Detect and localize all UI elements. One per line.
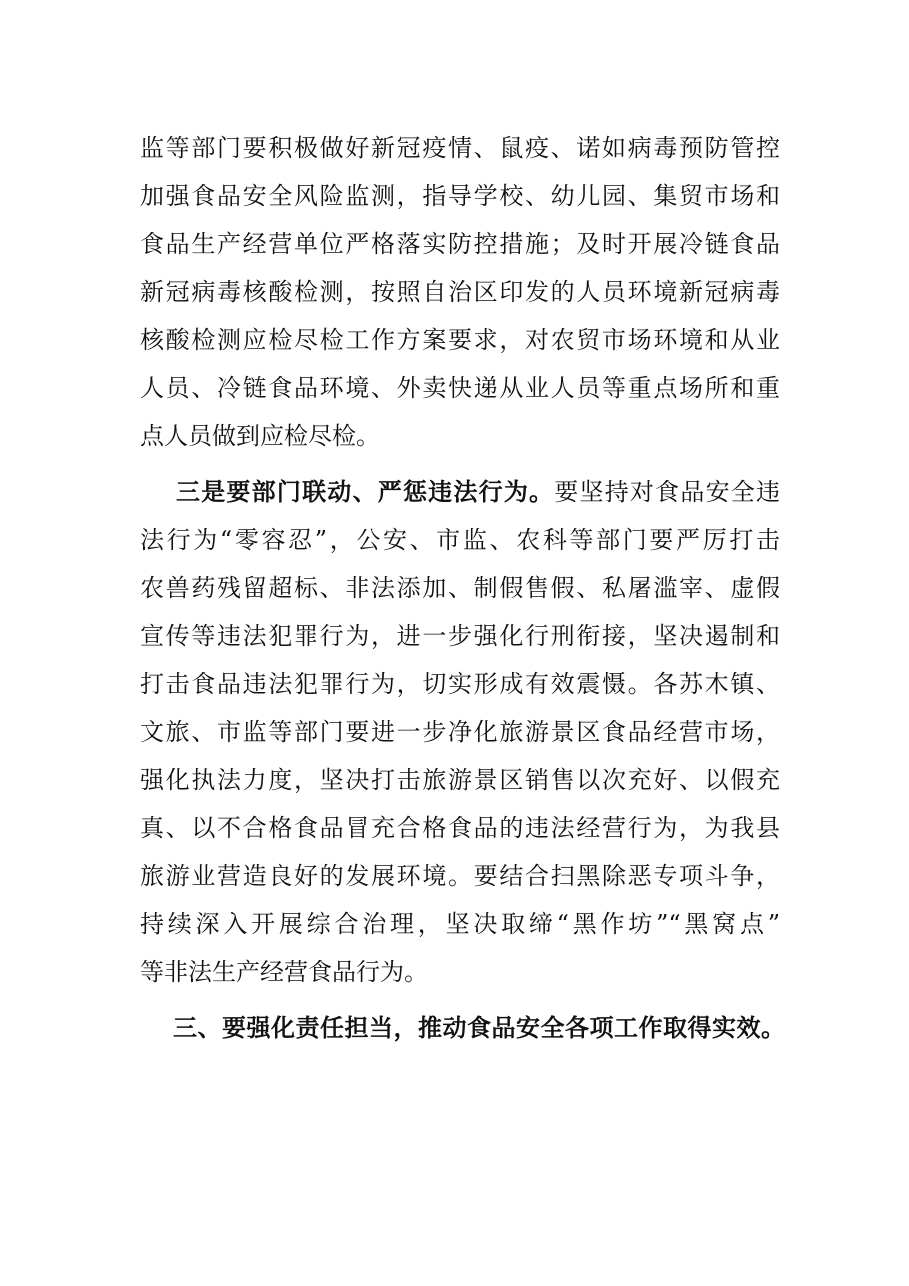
paragraph-lead: 三是要部门联动、严惩违法行为。 [176, 478, 555, 506]
text-line: 文旅、市监等部门要进一步净化旅游景区食品经营市场， [140, 718, 780, 746]
text-line: 旅游业营造良好的发展环境。要结合扫黑除恶专项斗争， [140, 862, 780, 890]
text-line: 打击食品违法犯罪行为，切实形成有效震慑。各苏木镇、 [140, 670, 780, 698]
text-line: 强化执法力度，坚决打击旅游景区销售以次充好、以假充 [140, 766, 780, 794]
paragraph-law-enforcement [140, 468, 780, 996]
text-line: 持续深入开展综合治理，坚决取缔“黑作坊”“黑窝点” [140, 910, 780, 938]
text-line: 新冠病毒核酸检测，按照自治区印发的人员环境新冠病毒 [140, 278, 780, 306]
text-line: 农兽药残留超标、非法添加、制假售假、私屠滥宰、虚假 [140, 574, 780, 602]
text-line: 核酸检测应检尽检工作方案要求，对农贸市场环境和从业 [140, 326, 780, 354]
first-line-rest: 要坚持对食品安全违 [554, 478, 781, 506]
text-line: 法行为“零容忍”，公安、市监、农科等部门要严厉打击 [140, 526, 780, 554]
text-line: 监等部门要积极做好新冠疫情、鼠疫、诺如病毒预防管控 [140, 134, 780, 162]
text-line: 点人员做到应检尽检。 [140, 422, 380, 450]
text-line: 人员、冷链食品环境、外卖快递从业人员等重点场所和重 [140, 374, 780, 402]
text-line: 加强食品安全风险监测，指导学校、幼儿园、集贸市场和 [140, 182, 780, 210]
first-line [140, 468, 780, 516]
text-line: 宣传等违法犯罪行为，进一步强化行刑衔接，坚决遏制和 [140, 622, 780, 650]
paragraph-epidemic-prevention [140, 124, 780, 460]
text-line: 真、以不合格食品冒充合格食品的违法经营行为，为我县 [140, 814, 780, 842]
section-heading: 三、要强化责任担当，推动食品安全各项工作取得实效。 [173, 1014, 786, 1042]
text-line: 食品生产经营单位严格落实防控措施；及时开展冷链食品 [140, 230, 780, 258]
text-line: 等非法生产经营食品行为。 [140, 958, 428, 986]
